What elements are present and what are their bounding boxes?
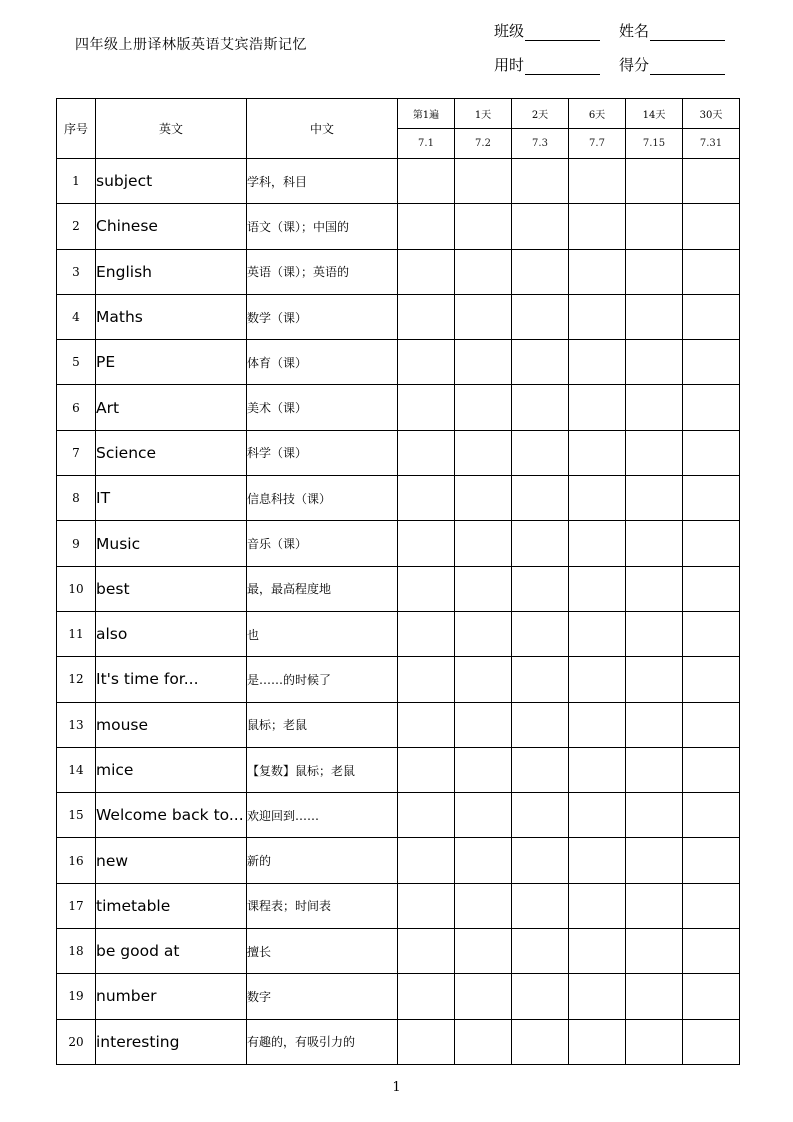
review-checkbox-cell[interactable] [683,340,740,385]
english-word: subject [96,159,247,204]
review-checkbox-cell[interactable] [626,204,683,249]
english-word: It's time for... [96,657,247,702]
review-checkbox-cell[interactable] [626,747,683,792]
english-word: number [96,974,247,1019]
document-title: 四年级上册译林版英语艾宾浩斯记忆 [75,37,307,53]
table-row [57,159,740,204]
review-checkbox-cell[interactable] [512,204,569,249]
review-checkbox-cell[interactable] [569,838,626,883]
english-word: Welcome back to... [96,793,247,838]
review-checkbox-cell[interactable] [626,340,683,385]
review-checkbox-cell[interactable] [626,611,683,656]
table-row [57,430,740,475]
review-checkbox-cell[interactable] [569,340,626,385]
english-word: Science [96,430,247,475]
english-word: mouse [96,702,247,747]
row-number: 17 [57,883,96,928]
chinese-meaning: 科学（课） [247,430,398,475]
english-word: PE [96,340,247,385]
review-checkbox-cell[interactable] [683,974,740,1019]
row-number: 5 [57,340,96,385]
chinese-meaning: 学科，科目 [247,159,398,204]
review-checkbox-cell[interactable] [455,974,512,1019]
header-date-6: 7.31 [683,129,740,159]
review-checkbox-cell[interactable] [569,702,626,747]
review-checkbox-cell[interactable] [455,340,512,385]
review-checkbox-cell[interactable] [683,430,740,475]
header-review-1: 第1遍 [398,99,455,129]
table-row [57,340,740,385]
header-date-5: 7.15 [626,129,683,159]
table-row [57,793,740,838]
review-checkbox-cell[interactable] [455,294,512,339]
review-checkbox-cell[interactable] [683,929,740,974]
review-checkbox-cell[interactable] [569,1019,626,1064]
review-checkbox-cell[interactable] [398,747,455,792]
vocabulary-table [56,98,740,1065]
review-checkbox-cell[interactable] [398,204,455,249]
english-word: best [96,566,247,611]
review-checkbox-cell[interactable] [512,747,569,792]
review-checkbox-cell[interactable] [626,430,683,475]
header-review-3: 2天 [512,99,569,129]
chinese-meaning: 数字 [247,974,398,1019]
name-blank[interactable] [650,24,725,41]
review-checkbox-cell[interactable] [398,838,455,883]
review-checkbox-cell[interactable] [569,793,626,838]
header-chinese: 中文 [247,99,398,159]
review-checkbox-cell[interactable] [512,385,569,430]
chinese-meaning: 英语（课）；英语的 [247,249,398,294]
table-row [57,702,740,747]
review-checkbox-cell[interactable] [626,159,683,204]
chinese-meaning: 欢迎回到…… [247,793,398,838]
review-checkbox-cell[interactable] [569,159,626,204]
table-row [57,657,740,702]
review-checkbox-cell[interactable] [398,430,455,475]
review-checkbox-cell[interactable] [455,929,512,974]
review-checkbox-cell[interactable] [569,974,626,1019]
review-checkbox-cell[interactable] [683,747,740,792]
name-field [619,20,725,41]
row-number: 11 [57,611,96,656]
review-checkbox-cell[interactable] [626,793,683,838]
review-checkbox-cell[interactable] [398,566,455,611]
table-row [57,204,740,249]
review-checkbox-cell[interactable] [512,159,569,204]
review-checkbox-cell[interactable] [626,929,683,974]
chinese-meaning: 【复数】鼠标；老鼠 [247,747,398,792]
review-checkbox-cell[interactable] [569,430,626,475]
english-word: English [96,249,247,294]
class-blank[interactable] [525,24,600,41]
chinese-meaning: 最，最高程度地 [247,566,398,611]
review-checkbox-cell[interactable] [455,838,512,883]
header-review-6: 30天 [683,99,740,129]
header-date-1: 7.1 [398,129,455,159]
review-checkbox-cell[interactable] [455,747,512,792]
row-number: 19 [57,974,96,1019]
row-number: 15 [57,793,96,838]
chinese-meaning: 体育（课） [247,340,398,385]
review-checkbox-cell[interactable] [683,838,740,883]
review-checkbox-cell[interactable] [455,611,512,656]
review-checkbox-cell[interactable] [626,838,683,883]
review-checkbox-cell[interactable] [398,793,455,838]
name-label: 姓名 [619,22,650,40]
review-checkbox-cell[interactable] [569,249,626,294]
table-row [57,838,740,883]
review-checkbox-cell[interactable] [683,1019,740,1064]
review-checkbox-cell[interactable] [398,611,455,656]
chinese-meaning: 音乐（课） [247,521,398,566]
row-number: 10 [57,566,96,611]
review-checkbox-cell[interactable] [569,566,626,611]
review-checkbox-cell[interactable] [455,702,512,747]
review-checkbox-cell[interactable] [455,657,512,702]
review-checkbox-cell[interactable] [398,657,455,702]
review-checkbox-cell[interactable] [683,611,740,656]
review-checkbox-cell[interactable] [455,883,512,928]
header-review-4: 6天 [569,99,626,129]
review-checkbox-cell[interactable] [512,702,569,747]
time-field [494,54,600,75]
review-checkbox-cell[interactable] [455,566,512,611]
review-checkbox-cell[interactable] [626,974,683,1019]
review-checkbox-cell[interactable] [512,611,569,656]
review-checkbox-cell[interactable] [512,294,569,339]
review-checkbox-cell[interactable] [398,929,455,974]
row-number: 6 [57,385,96,430]
chinese-meaning: 新的 [247,838,398,883]
english-word: interesting [96,1019,247,1064]
review-checkbox-cell[interactable] [398,294,455,339]
review-checkbox-cell[interactable] [455,249,512,294]
review-checkbox-cell[interactable] [398,249,455,294]
table-row [57,974,740,1019]
review-checkbox-cell[interactable] [626,702,683,747]
table-row [57,294,740,339]
review-checkbox-cell[interactable] [569,521,626,566]
row-number: 7 [57,430,96,475]
review-checkbox-cell[interactable] [455,204,512,249]
chinese-meaning: 数学（课） [247,294,398,339]
chinese-meaning: 有趣的，有吸引力的 [247,1019,398,1064]
review-checkbox-cell[interactable] [398,702,455,747]
table-row [57,385,740,430]
english-word: mice [96,747,247,792]
header-review-2: 1天 [455,99,512,129]
chinese-meaning: 美术（课） [247,385,398,430]
review-checkbox-cell[interactable] [512,974,569,1019]
review-checkbox-cell[interactable] [683,883,740,928]
table-row [57,521,740,566]
review-checkbox-cell[interactable] [569,611,626,656]
review-checkbox-cell[interactable] [683,294,740,339]
table-row [57,249,740,294]
table-row [57,1019,740,1064]
review-checkbox-cell[interactable] [626,294,683,339]
review-checkbox-cell[interactable] [683,159,740,204]
review-checkbox-cell[interactable] [569,385,626,430]
review-checkbox-cell[interactable] [626,521,683,566]
english-word: Music [96,521,247,566]
class-label: 班级 [494,22,525,40]
table-row [57,929,740,974]
score-label: 得分 [619,56,650,74]
row-number: 14 [57,747,96,792]
row-number: 20 [57,1019,96,1064]
review-checkbox-cell[interactable] [398,385,455,430]
header-date-4: 7.7 [569,129,626,159]
header-date-3: 7.3 [512,129,569,159]
row-number: 9 [57,521,96,566]
review-checkbox-cell[interactable] [626,249,683,294]
review-checkbox-cell[interactable] [626,566,683,611]
time-label: 用时 [494,56,525,74]
review-checkbox-cell[interactable] [569,929,626,974]
review-checkbox-cell[interactable] [512,883,569,928]
review-checkbox-cell[interactable] [455,476,512,521]
review-checkbox-cell[interactable] [455,430,512,475]
review-checkbox-cell[interactable] [398,340,455,385]
row-number: 8 [57,476,96,521]
chinese-meaning: 课程表；时间表 [247,883,398,928]
review-checkbox-cell[interactable] [512,1019,569,1064]
review-checkbox-cell[interactable] [512,566,569,611]
review-checkbox-cell[interactable] [569,294,626,339]
review-checkbox-cell[interactable] [626,476,683,521]
review-checkbox-cell[interactable] [569,747,626,792]
review-checkbox-cell[interactable] [512,430,569,475]
chinese-meaning: 也 [247,611,398,656]
review-checkbox-cell[interactable] [626,883,683,928]
review-checkbox-cell[interactable] [398,1019,455,1064]
review-checkbox-cell[interactable] [512,657,569,702]
table-header [57,99,740,159]
row-number: 13 [57,702,96,747]
score-blank[interactable] [650,58,725,75]
review-checkbox-cell[interactable] [683,385,740,430]
review-checkbox-cell[interactable] [569,883,626,928]
review-checkbox-cell[interactable] [455,1019,512,1064]
row-number: 4 [57,294,96,339]
review-checkbox-cell[interactable] [683,521,740,566]
header-review-5: 14天 [626,99,683,129]
row-number: 18 [57,929,96,974]
review-checkbox-cell[interactable] [569,204,626,249]
row-number: 3 [57,249,96,294]
review-checkbox-cell[interactable] [512,340,569,385]
table-row [57,611,740,656]
review-checkbox-cell[interactable] [569,476,626,521]
score-field [619,54,725,75]
review-checkbox-cell[interactable] [398,159,455,204]
class-field [494,20,600,41]
row-number: 12 [57,657,96,702]
english-word: new [96,838,247,883]
review-checkbox-cell[interactable] [683,793,740,838]
review-checkbox-cell[interactable] [512,521,569,566]
header-date-2: 7.2 [455,129,512,159]
review-checkbox-cell[interactable] [512,929,569,974]
header-number: 序号 [57,99,96,159]
header-english: 英文 [96,99,247,159]
review-checkbox-cell[interactable] [455,385,512,430]
review-checkbox-cell[interactable] [683,657,740,702]
review-checkbox-cell[interactable] [626,385,683,430]
table-row [57,883,740,928]
english-word: timetable [96,883,247,928]
chinese-meaning: 是……的时候了 [247,657,398,702]
row-number: 1 [57,159,96,204]
review-checkbox-cell[interactable] [626,1019,683,1064]
review-checkbox-cell[interactable] [512,838,569,883]
review-checkbox-cell[interactable] [512,249,569,294]
review-checkbox-cell[interactable] [455,521,512,566]
review-checkbox-cell[interactable] [455,159,512,204]
review-checkbox-cell[interactable] [569,657,626,702]
review-checkbox-cell[interactable] [683,566,740,611]
review-checkbox-cell[interactable] [626,657,683,702]
review-checkbox-cell[interactable] [512,793,569,838]
english-word: Art [96,385,247,430]
english-word: also [96,611,247,656]
chinese-meaning: 擅长 [247,929,398,974]
table-row [57,747,740,792]
row-number: 2 [57,204,96,249]
time-blank[interactable] [525,58,600,75]
review-checkbox-cell[interactable] [512,476,569,521]
table-row [57,566,740,611]
table-row [57,476,740,521]
table-body [57,159,740,1065]
review-checkbox-cell[interactable] [683,476,740,521]
row-number: 16 [57,838,96,883]
english-word: be good at [96,929,247,974]
review-checkbox-cell[interactable] [683,249,740,294]
chinese-meaning: 语文（课）；中国的 [247,204,398,249]
page-number: 1 [392,1080,401,1095]
english-word: Chinese [96,204,247,249]
review-checkbox-cell[interactable] [455,793,512,838]
english-word: IT [96,476,247,521]
review-checkbox-cell[interactable] [398,883,455,928]
review-checkbox-cell[interactable] [398,521,455,566]
chinese-meaning: 鼠标；老鼠 [247,702,398,747]
review-checkbox-cell[interactable] [398,974,455,1019]
review-checkbox-cell[interactable] [683,204,740,249]
review-checkbox-cell[interactable] [398,476,455,521]
review-checkbox-cell[interactable] [683,702,740,747]
english-word: Maths [96,294,247,339]
chinese-meaning: 信息科技（课） [247,476,398,521]
